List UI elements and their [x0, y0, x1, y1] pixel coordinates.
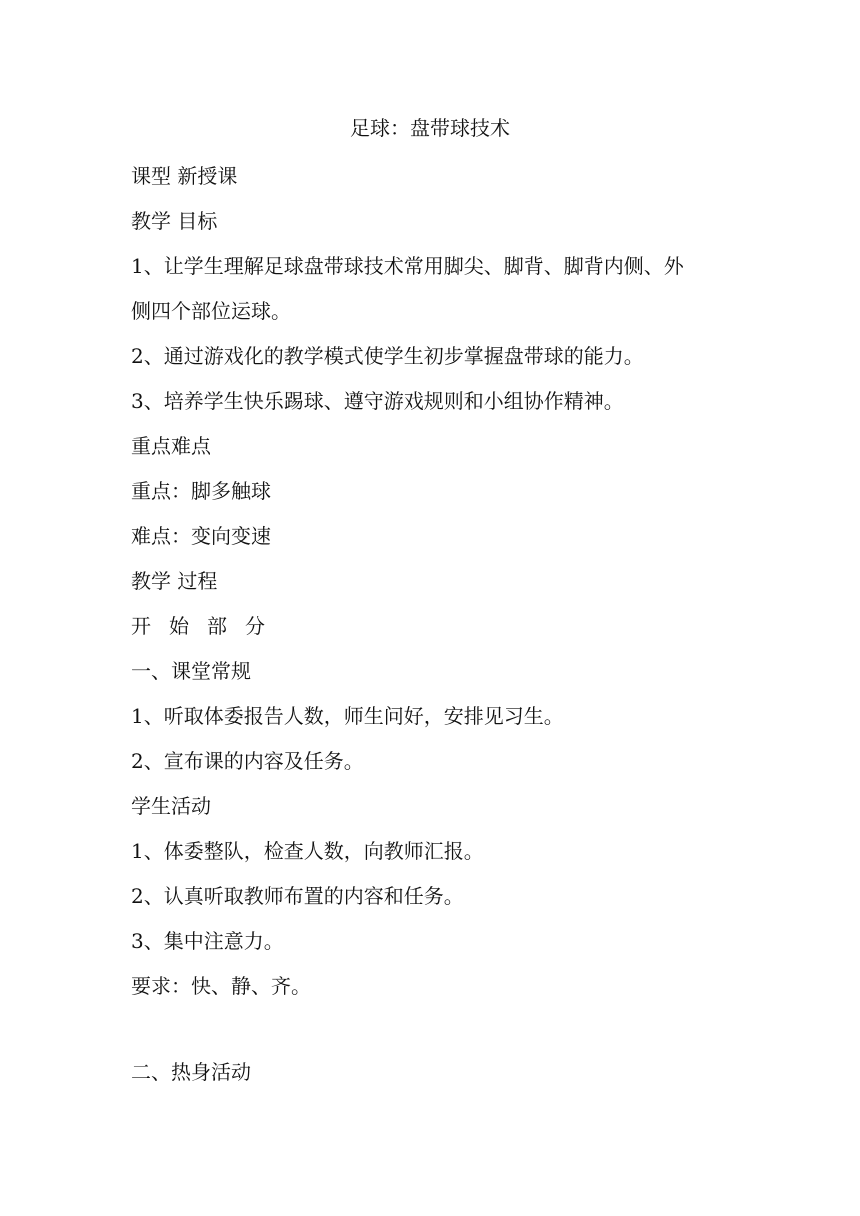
objective-1-line-a: 1、让学生理解足球盘带球技术常用脚尖、脚背、脚背内侧、外	[131, 254, 684, 278]
key-point: 重点：脚多触球	[131, 479, 271, 503]
document-body	[131, 154, 751, 1009]
objective-1-line-b: 侧四个部位运球。	[131, 299, 291, 323]
requirements-line: 要求：快、静、齐。	[131, 974, 311, 998]
opening-part-heading: 开始部分	[131, 614, 283, 638]
document-title: 足球：盘带球技术	[350, 116, 510, 140]
routine-item-1: 1、听取体委报告人数，师生问好，安排见习生。	[131, 704, 564, 728]
key-points-heading: 重点难点	[131, 434, 211, 458]
class-routine-heading: 一、课堂常规	[131, 659, 251, 683]
lesson-type-line: 课型 新授课	[131, 164, 238, 188]
student-activity-heading: 学生活动	[131, 794, 211, 818]
student-activity-3: 3、集中注意力。	[131, 929, 284, 953]
objective-3: 3、培养学生快乐踢球、遵守游戏规则和小组协作精神。	[131, 389, 624, 413]
objectives-heading: 教学 目标	[131, 209, 218, 233]
routine-item-2: 2、宣布课的内容及任务。	[131, 749, 364, 773]
objective-2: 2、通过游戏化的教学模式使学生初步掌握盘带球的能力。	[131, 344, 644, 368]
student-activity-2: 2、认真听取教师布置的内容和任务。	[131, 884, 464, 908]
difficulty-point: 难点：变向变速	[131, 524, 271, 548]
process-heading: 教学 过程	[131, 569, 218, 593]
student-activity-1: 1、体委整队，检查人数，向教师汇报。	[131, 839, 484, 863]
warmup-heading: 二、热身活动	[131, 1060, 251, 1084]
